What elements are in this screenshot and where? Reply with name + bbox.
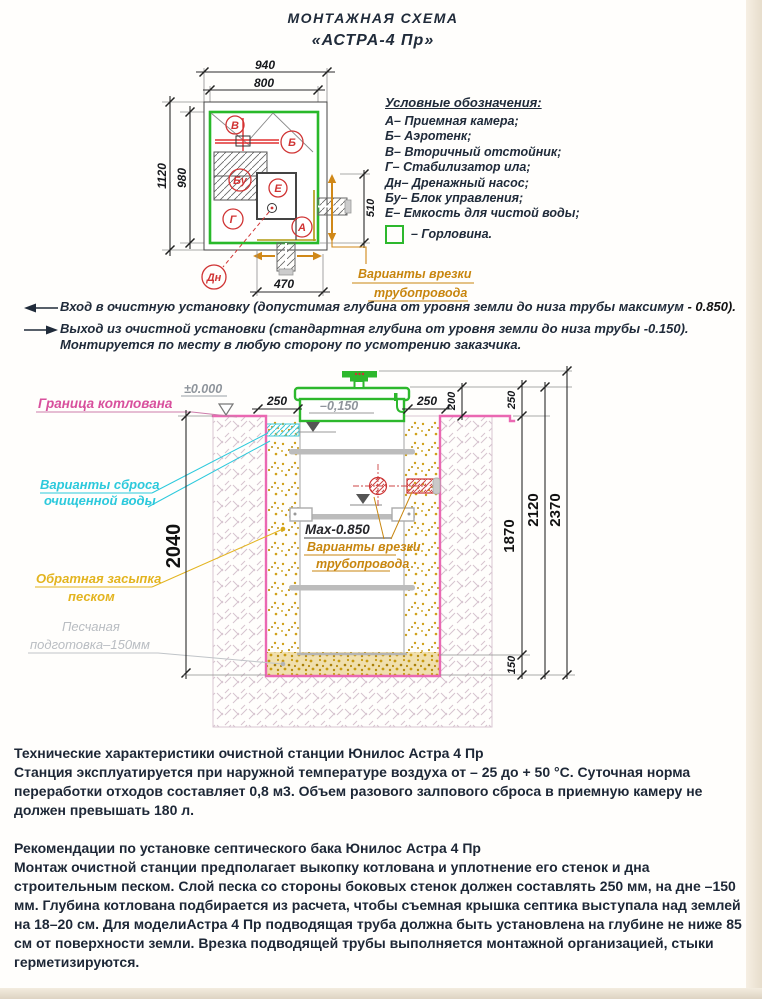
clean-water-tank-box [257,173,296,219]
inlet-note-depth: - 0.850). [683,299,736,314]
tech-specs-title: Технические характеристики очистной станции Юнилос Астра 4 Пр [14,745,484,761]
backfill-label-line1: Обратная засыпка [36,571,162,586]
tech-specs [14,744,752,820]
dim-250-left-label: 250 [266,394,288,408]
compartment-v-label: В [231,120,239,132]
drain-pump-dot [271,207,274,210]
level-max-label: Мах-0.850 [305,522,370,537]
tech-specs-body: Станция эксплуатируется при наружной температуре воздуха от – 25 до + 50 °С. Суточная норма переработки отходов составляет 0,8 м3. Объем разового залпового сброса в приемную камеру не должен превышать 180 л. [14,764,703,818]
cross-section-diagram [0,365,762,750]
dim-chain-250-label: 250 [506,390,518,410]
pipe-variants-line1: Варианты врезки [358,267,472,281]
compartment-a-label: А [298,222,306,234]
outlet-note [24,321,748,354]
section-pipe-variants-line1: Варианты врезки [307,540,421,554]
legend-item-a: А– Приемная камера; [385,114,519,128]
compartment-e-label: Е [274,183,282,195]
legend-neck-label: – Горловина. [411,227,492,242]
section-pipe-variants-line2: трубопровода [316,557,410,571]
recommendations-title: Рекомендации по установке септического бака Юнилос Астра 4 Пр [14,840,481,856]
compartment-b-label: Б [288,137,296,149]
legend-item-v: В– Вторичный отстойник; [385,144,562,159]
outlet-note-text: Выход из очистной установки (стандартная глубина от уровня земли до низа трубы -0.150). Монтируется по месту в любую сторону по усмотрению заказчика. [60,320,689,352]
dim-800-label: 800 [253,76,275,90]
outlet-pipe-stub [318,198,351,215]
page-edge-bottom [0,988,762,999]
page-title: МОНТАЖНАЯ СХЕМА [287,10,459,26]
model-title: «АСТРА-4 Пр» [311,32,435,49]
sand-prep-label-line1: Песчаная [62,619,120,634]
dim-940-label: 940 [254,58,276,72]
legend-title: Условные обозначения: [385,95,542,110]
neck-icon [385,225,404,244]
dim-470-label: 470 [273,277,295,291]
boundary-label [36,396,237,417]
compartment-g-label: Г [229,214,237,226]
dim-980-label: 980 [175,167,189,189]
pipe-variants-label [352,267,474,301]
discharge-outlet [266,424,299,436]
dim-2040-label: 2040 [163,523,185,569]
compartment-dn-label: Дн [206,272,222,284]
sand-prep-label-line2: подготовка–150мм [30,637,150,652]
compartment-bu-label: Бу [233,175,247,187]
dim-510-label: 510 [365,198,377,218]
inlet-note [24,299,748,316]
dim-250-right-label: 250 [416,394,438,408]
recommendations-body: Монтаж очистной станции предполагает выкопку котлована и уплотнение его стенок и дна строительным песком. Слой песка со стороны боковых стенок должен составлять 250 мм, на дне –150 мм. Глубина котлована подбирается из расчета, чтобы съемная крышка септика выступала над землей на 18–20 см. Для моделиАстра 4 Пр подводящая труба должна быть установлена на глубине не ниже 85 см от поверхности земли. Врезка подводящей трубы выполняется монтажной организацией, стыки герметизируются. [14,859,742,970]
legend-item-e: Е– Емкость для чистой воды; [385,206,580,221]
discharge-label-line1: Варианты сброса [40,477,160,492]
text-blocks [14,744,752,972]
inlet-note-text: Вход в очистную установку (допустимая глубина от уровня земли до низа трубы максимум [60,299,684,314]
sand-base-150 [267,652,439,675]
dim-2370-label: 2370 [547,493,564,527]
legend-item-dn: Дн– Дренажный насос; [385,175,529,190]
vent-cap [342,371,377,388]
section-dim-2120 [525,382,550,680]
bottom-pipe-stub [277,243,295,275]
legend [385,95,745,244]
legend-item-b: Б– Аэротенк; [385,129,472,144]
discharge-label-line2: очищенной воды [44,493,156,508]
pipe-variants-leader [332,241,366,264]
level-minus-150-label: –0,150 [320,399,359,413]
io-notes [24,299,748,359]
backfill-label-line2: песком [68,589,115,604]
dim-150-label: 150 [506,655,518,675]
legend-item-bu: Бу– Блок управления; [385,191,524,206]
dim-1120-label: 1120 [155,163,169,189]
level-zero-label: ±0.000 [184,382,223,396]
pipe-variants-line2: трубопровода [374,286,468,300]
header [0,10,746,50]
boundary-label-text: Граница котлована [38,396,173,411]
dim-1870-label: 1870 [501,519,518,553]
dim-200-label: 200 [446,391,458,411]
section-dim-2370 [547,366,572,680]
dim-2120-label: 2120 [525,493,542,527]
legend-item-neck [385,225,745,244]
legend-item-g: Г– Стабилизатор ила; [385,160,531,175]
recommendations [14,839,752,972]
